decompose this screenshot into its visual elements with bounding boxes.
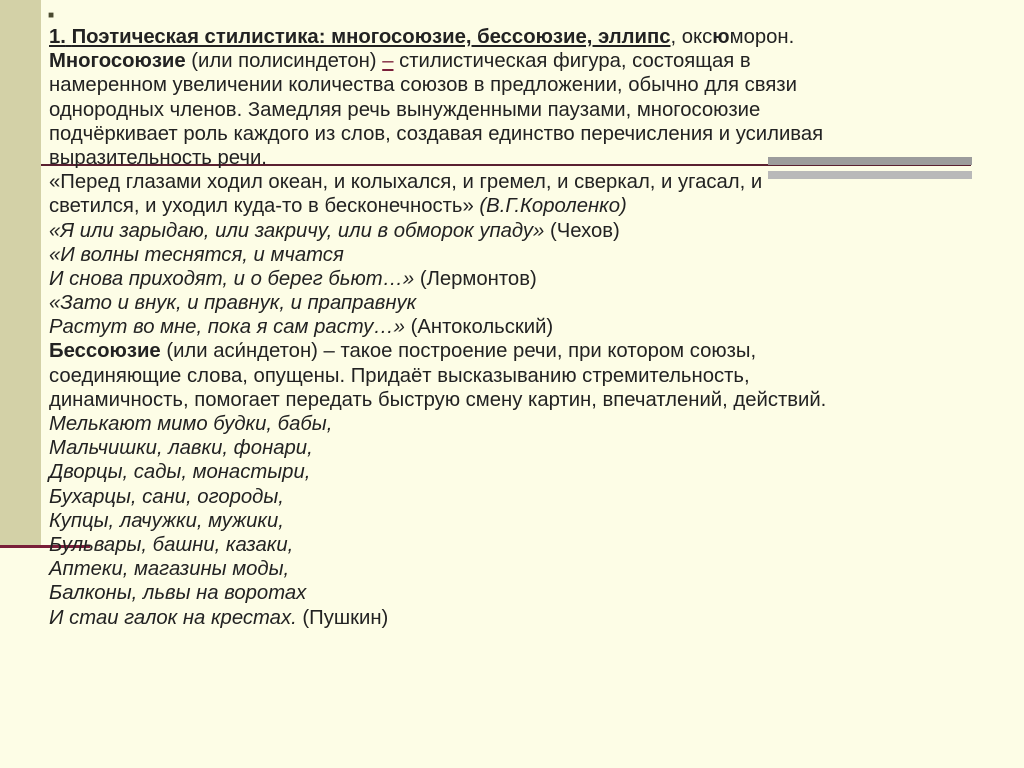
pushkin-line: Бульвары, башни, казаки, (49, 533, 294, 556)
left-decorative-band (0, 0, 41, 548)
antokolsky-quote: Растут во мне, пока я сам расту…» (49, 316, 405, 339)
asyndeton-line: динамичность, помогает передать быструю смену картин, впечатлений, действий. (49, 388, 827, 411)
chekhov-author: (Чехов) (549, 219, 620, 242)
antokolsky-line-1: «Зато и внук, и правнук, и праправнук (49, 292, 417, 315)
korolenko-author: (В.Г.Короленко) (479, 195, 627, 218)
bullet-square-icon: ■ (48, 10, 55, 21)
slide-text (49, 25, 1024, 630)
asyndeton-paren: (или аси́ндетон) – такое построение речи, при котором союзы, (166, 340, 757, 363)
pushkin-line: Мальчишки, лавки, фонари, (49, 437, 313, 460)
korolenko-line-1: «Перед глазами ходил океан, и колыхался, и гремел, и сверкал, и угасал, и (49, 171, 763, 194)
chekhov-line (49, 219, 1024, 243)
polysyndeton-line: выразительность речи. (49, 146, 267, 169)
pushkin-last-text: И стаи галок на крестах. (49, 606, 297, 629)
asyndeton-term: Бессоюзие (49, 340, 161, 363)
antokolsky-line-2 (49, 315, 1024, 339)
heading-comma: , (670, 26, 677, 48)
pushkin-line: Дворцы, сады, монастыри, (49, 461, 311, 484)
chekhov-quote: «Я или зарыдаю, или закричу, или в обморок упаду» (49, 219, 545, 242)
pushkin-author: (Пушкин) (302, 606, 389, 629)
lermontov-author: (Лермонтов) (419, 267, 537, 290)
antokolsky-author: (Антокольский) (410, 316, 554, 339)
polysyndeton-term: Многосоюзие (49, 50, 186, 73)
asyndeton-line: соединяющие слова, опущены. Придаёт высказыванию стремительность, (49, 364, 750, 387)
lermontov-quote: И снова приходят, и о берег бьют…» (49, 267, 415, 290)
polysyndeton-def-line (49, 49, 1024, 73)
polysyndeton-paren: (или полисиндетон) (191, 50, 377, 73)
oxymoron-pre: окс (681, 26, 713, 48)
heading-title: Поэтическая стилистика: многосоюзие, бессоюзие, эллипс (71, 26, 671, 48)
pushkin-line: Бухарцы, сани, огороды, (49, 485, 284, 508)
pushkin-line: Балконы, львы на воротах (49, 582, 307, 605)
polysyndeton-line: однородных членов. Замедляя речь вынужденными паузами, многосоюзие (49, 98, 761, 121)
lermontov-line-1: «И волны теснятся, и мчатся (49, 243, 344, 266)
oxymoron-stress: ю (712, 26, 730, 48)
polysyndeton-dash: – (382, 50, 394, 73)
oxymoron-post: морон. (729, 26, 795, 48)
asyndeton-def-line (49, 339, 1024, 363)
polysyndeton-def1: стилистическая фигура, состоящая в (399, 50, 751, 73)
pushkin-line: Купцы, лачужки, мужики, (49, 509, 284, 532)
korolenko-line-2 (49, 194, 1024, 218)
heading-line (49, 25, 1024, 49)
polysyndeton-line: намеренном увеличении количества союзов в предложении, обычно для связи (49, 74, 797, 97)
pushkin-line: Мелькают мимо будки, бабы, (49, 413, 333, 435)
pushkin-last-line (49, 606, 1024, 630)
lermontov-line-2 (49, 267, 1024, 291)
pushkin-line: Аптеки, магазины моды, (49, 558, 290, 581)
heading-number: 1. (49, 26, 66, 48)
korolenko-text: светился, и уходил куда-то в бесконечность» (49, 195, 474, 218)
polysyndeton-line: подчёркивает роль каждого из слов, создавая единство перечисления и усиливая (49, 122, 824, 145)
